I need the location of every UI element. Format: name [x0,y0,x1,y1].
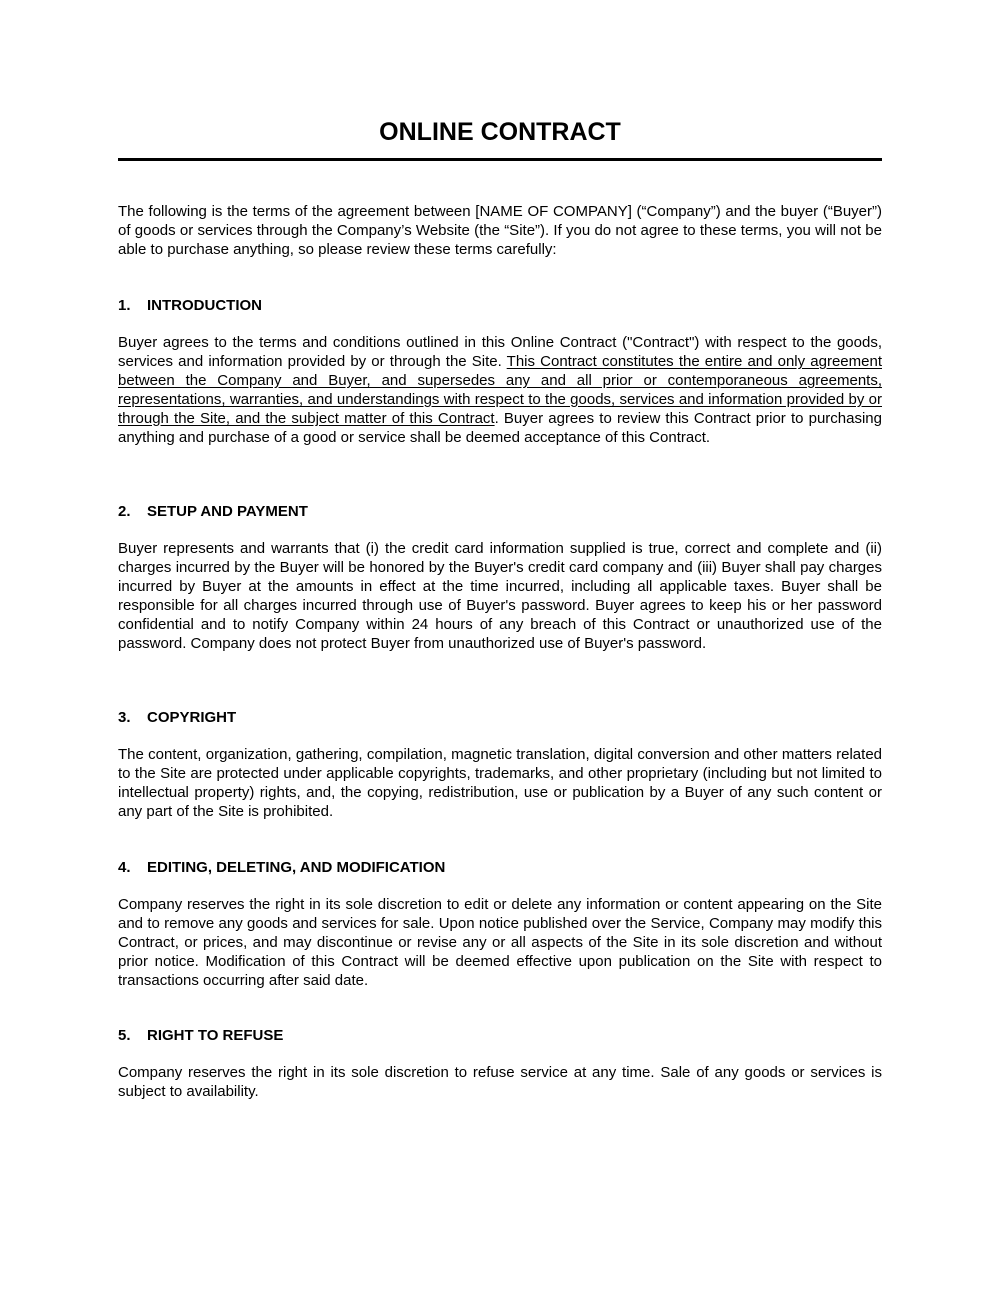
document-title: ONLINE CONTRACT [379,118,621,146]
section-number: 2. [118,503,131,520]
section-body-introduction [118,334,882,447]
body-text: Buyer agrees to the terms and conditions outlined in this Online Contract ("Contract") with respect to the goods, services and information provided by or through the Site. [118,334,882,370]
intro-paragraph: The following is the terms of the agreement between [NAME OF COMPANY] (“Company”) and the buyer (“Buyer”) of goods or services through the Company’s Website (the “Site”). If you do not agree to these terms, you will not be able to purchase anything, so please review these terms carefully: [118,203,882,258]
section-heading-introduction [118,296,262,316]
section-title: INTRODUCTION [147,297,262,314]
section-heading-setup-and-payment [118,502,308,522]
section-number: 5. [118,1027,131,1044]
section-title: SETUP AND PAYMENT [147,503,308,520]
title-divider [118,158,882,161]
section-number: 4. [118,859,131,876]
section-body-setup-and-payment: Buyer represents and warrants that (i) the credit card information supplied is true, correct and complete and (ii) charges incurred by the Buyer will be honored by the Buyer's credit card company and (iii) Buyer shall pay charges incurred by Buyer at the amounts in effect at the time incurred, including all applicable taxes. Buyer shall be responsible for all charges incurred through use of Buyer's password. Buyer agrees to keep his or her password confidential and to notify Company within 24 hours of any breach of this Contract or unauthorized use of the password. Company does not protect Buyer from unauthorized use of Buyer's password. [118,540,882,652]
section-number: 1. [118,297,131,314]
section-body-copyright: The content, organization, gathering, compilation, magnetic translation, digital conversion and other matters related to the Site are protected under applicable copyrights, trademarks, and other proprietary (including but not limited to intellectual property) rights, and, the copying, redistribution, use or publication by a Buyer of any such content or any part of the Site is prohibited. [118,746,882,820]
underlined-clause: This Contract constitutes the entire and only agreement between the Company and Buyer, and supersedes any and all prior or contemporaneous agreements, representations, warranties, and understandings with respect to the goods, services and information provided by or through the Site, and the subject matter of this Contract [118,352,882,427]
section-heading-right-to-refuse [118,1026,283,1046]
section-body-editing-deleting-modification: Company reserves the right in its sole discretion to edit or delete any information or content appearing on the Site and to remove any goods and services for sale. Upon notice published over the Service, Company may modify this Contract, or prices, and may discontinue or revise any or all aspects of the Site in its sole discretion and without prior notice. Modification of this Contract will be deemed effective upon publication on the Site with respect to transactions occurring after said date. [118,896,882,989]
section-heading-editing-deleting-modification [118,858,445,878]
section-heading-copyright [118,708,236,728]
section-title: RIGHT TO REFUSE [147,1027,284,1044]
section-number: 3. [118,709,131,726]
body-text: . Buyer agrees to review this Contract prior to purchasing anything and purchase of a good or service shall be deemed acceptance of this Contract. [118,409,882,446]
section-title: COPYRIGHT [147,709,237,726]
section-title: EDITING, DELETING, AND MODIFICATION [147,859,446,876]
section-body-right-to-refuse: Company reserves the right in its sole discretion to refuse service at any time. Sale of any goods or services is subject to availability. [118,1064,882,1100]
